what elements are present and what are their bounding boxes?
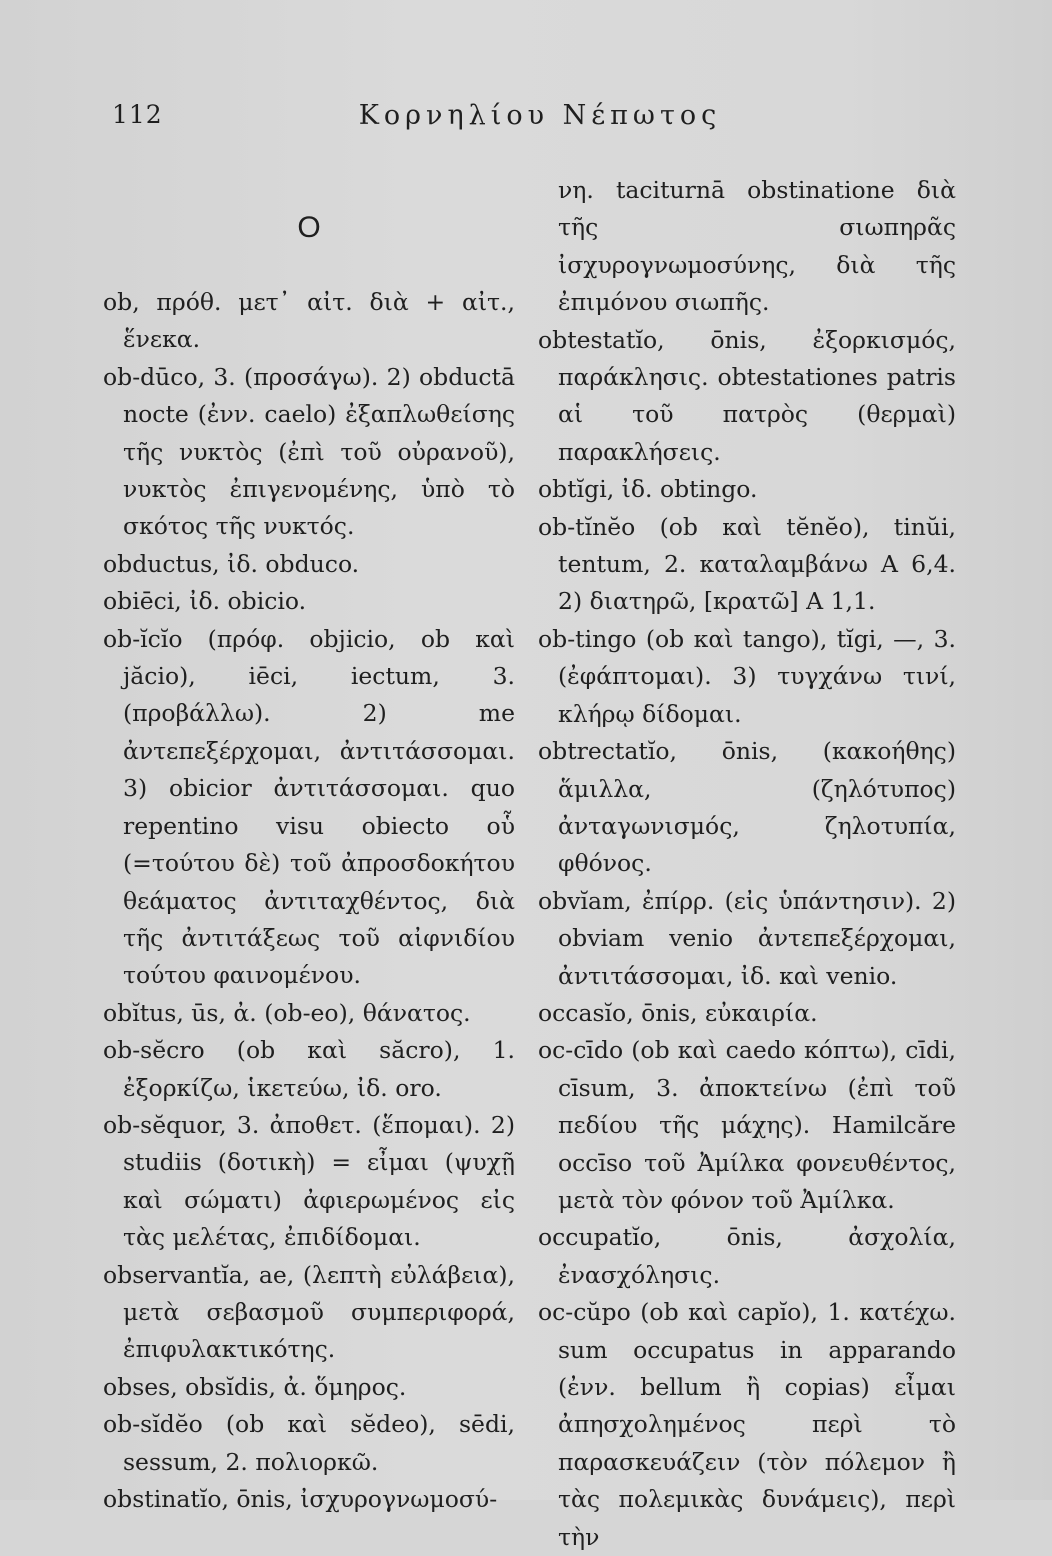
dictionary-entry: ob-tĭnĕo (ob καὶ tĕnĕo), tinŭi, tentum, 2. καταλαμβάνω Α 6,4. 2) διατηρῶ, [κρατῶ] Α 1,1. bbox=[538, 512, 956, 616]
dictionary-entry: observantĭa, ae, (λεπτὴ εὐλάβεια), μετὰ σεβασμοῦ συμπεριφορά, ἐπιφυλακτικότης. bbox=[103, 1260, 515, 1364]
dictionary-entry: ob-ĭcĭo (πρόφ. objicio, ob καὶ jăcio), iēci, iectum, 3. (προβάλλω). 2) me ἀντεπεξέρχομαι, ἀντιτάσσομαι. 3) obicior ἀντιτάσσομαι. quo repentino visu obiecto οὗ (=τούτου δὲ) τοῦ ἀπροσδοκήτου θεάματος ἀντιταχθέντος, διὰ τῆς ἀντιτάξεως τοῦ αἰφνιδίου τούτου φαινομένου. bbox=[103, 624, 515, 990]
dictionary-entry: obtestatĭo, ōnis, ἐξορκισμός, παράκλησις. obtestationes patris αἱ τοῦ πατρὸς (θερμαὶ) παρακλήσεις. bbox=[538, 325, 956, 466]
right-column bbox=[538, 172, 956, 1556]
dictionary-entry: obvĭam, ἐπίρρ. (εἰς ὑπάντησιν). 2) obviam venio ἀντεπεξέρχομαι, ἀντιτάσσομαι, ἰδ. καὶ venio. bbox=[538, 886, 956, 990]
dictionary-entry: obses, obsĭdis, ἀ. ὅμηρος. bbox=[103, 1372, 407, 1401]
dictionary-entry: obductus, ἰδ. obduco. bbox=[103, 549, 360, 578]
page-number: 112 bbox=[112, 100, 163, 129]
dictionary-entry: oc-cīdo (ob καὶ caedo κόπτω), cīdi, cīsum, 3. ἀποκτείνω (ἐπὶ τοῦ πεδίου τῆς μάχης). Hamilcăre occīso τοῦ Ἀμίλκα φονευθέντος, μετὰ τὸν φόνον τοῦ Ἀμίλκα. bbox=[538, 1036, 956, 1214]
dictionary-entry: obĭtus, ūs, ἀ. (ob-eo), θάνατος. bbox=[103, 998, 471, 1027]
dictionary-entry: ob-sĕcro (ob καὶ săcro), 1. ἐξορκίζω, ἱκετεύω, ἰδ. oro. bbox=[103, 1036, 515, 1102]
left-column bbox=[103, 172, 515, 1518]
dictionary-entry: ob-sĭdĕo (ob καὶ sĕdeo), sēdi, sessum, 2. πολιορκῶ. bbox=[103, 1410, 515, 1476]
dictionary-entry: obtrectatĭo, ōnis, (κακοήθης) ἅμιλλα, (ζηλότυπος) ἀνταγωνισμός, ζηλοτυπία, φθόνος. bbox=[538, 737, 956, 878]
dictionary-entry: ob-sĕquor, 3. ἀποθετ. (ἕπομαι). 2) studiis (δοτικὴ) = εἶμαι (ψυχῇ καὶ σώματι) ἀφιερωμένος εἰς τὰς μελέτας, ἐπιδίδομαι. bbox=[103, 1110, 515, 1252]
dictionary-entry: ob-dūco, 3. (προσάγω). 2) obductā nocte (ἐνν. caelo) ἐξαπλωθείσης τῆς νυκτὸς (ἐπὶ τοῦ οὐρανοῦ), νυκτὸς ἐπιγενομένης, ὑπὸ τὸ σκότος τῆς νυκτός. bbox=[103, 362, 515, 541]
dictionary-entry: occasĭo, ōnis, εὐκαιρία. bbox=[538, 998, 818, 1027]
section-letter: O bbox=[297, 211, 321, 244]
dictionary-entry: obstinatĭo, ōnis, ἰσχυρογνωμοσύ- bbox=[103, 1485, 498, 1513]
dictionary-entry: obtĭgi, ἰδ. obtingo. bbox=[538, 475, 758, 504]
entry-continuation: νη. taciturnā obstinatione διὰ τῆς σιωπηρᾶς ἰσχυρογνωμοσύνης, διὰ τῆς ἐπιμόνου σιωπῆς. bbox=[558, 176, 956, 317]
dictionary-entry: ob, πρόθ. μετ᾽ αἰτ. διὰ + αἰτ., ἕνεκα. bbox=[103, 288, 515, 354]
dictionary-entry: occupatĭo, ōnis, ἀσχολία, ἐνασχόλησις. bbox=[538, 1223, 956, 1289]
dictionary-entry: oc-cŭpo (ob καὶ capĭo), 1. κατέχω. sum occupatus in apparando (ἐνν. bellum ἢ copias) εἶμαι ἀπησχολημένος περὶ τὸ παρασκευάζειν (τὸν πόλεμον ἢ τὰς πολεμικὰς δυνάμεις), περὶ τὴν bbox=[538, 1298, 956, 1551]
dictionary-entry: ob-tingo (ob καὶ tango), tĭgi, —, 3. (ἐφάπτομαι). 3) τυγχάνω τινί, κλήρῳ δίδομαι. bbox=[538, 624, 956, 728]
dictionary-entry: obiēci, ἰδ. obicio. bbox=[103, 587, 307, 616]
running-title: Κορνηλίου Νέπωτος bbox=[358, 100, 722, 131]
